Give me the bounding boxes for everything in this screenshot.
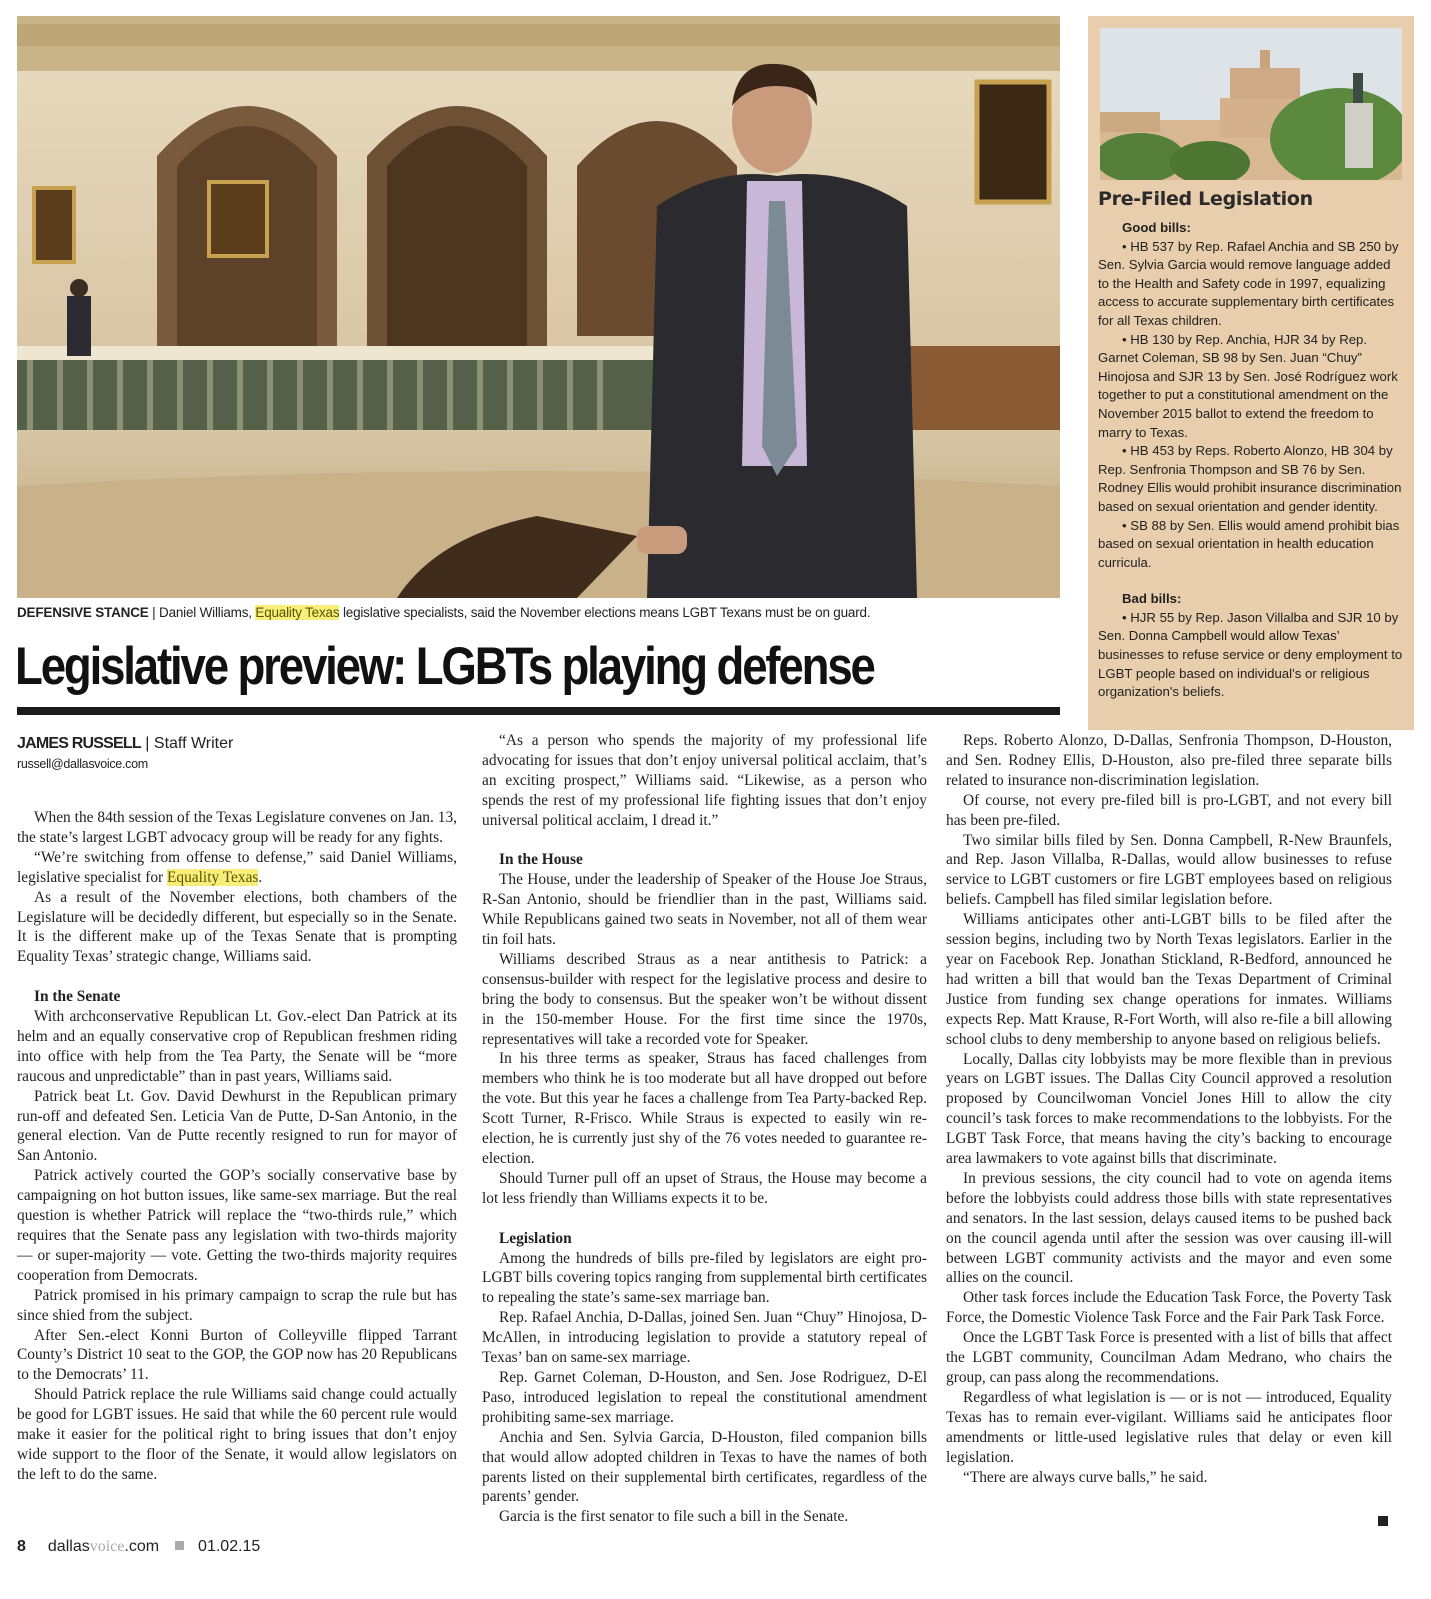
paragraph: In previous sessions, the city council had to vote on agenda items before the lobbyists could address those bills with state representatives and senators. In the last session, delays caused items to be pushed back on the council agenda until after the session was over causing ill-will between LGBT community activists and the mayor and even some allies on the council.: [946, 1169, 1392, 1287]
paragraph-text: .: [258, 868, 263, 886]
paragraph: Patrick beat Lt. Gov. David Dewhurst in the Republican primary run-off and defeated Sen. Leticia Van de Putte, D-San Antonio, in the general election. Van de Putte recently resigned to run for mayor of San Antonio.: [17, 1087, 457, 1165]
paragraph: Reps. Roberto Alonzo, D-Dallas, Senfronia Thompson, D-Houston, and Sen. Rodney Ellis, D-Houston, also pre-filed three separate bills related to insurance non-discrimination legislation.: [946, 732, 1392, 789]
page-footer: [17, 1538, 260, 1556]
sidebar-title: Pre-Filed Legislation: [1098, 188, 1313, 210]
article-column-3: [946, 731, 1392, 1487]
equality-texas-highlight-link[interactable]: Equality Texas: [167, 868, 259, 886]
capitol-interior-photo: [17, 16, 1060, 598]
paragraph: The House, under the leadership of Speaker of the House Joe Straus, R-San Antonio, should be friendlier than in the past, Williams said. While Republicans gained two seats in November, not all of them wear tin foil hats.: [482, 871, 927, 949]
paragraph: Of course, not every pre-filed bill is pro-LGBT, and not every bill has been pre-filed.: [946, 791, 1392, 829]
paragraph: When the 84th session of the Texas Legislature convenes on Jan. 13, the state’s largest LGBT advocacy group will be ready for any fights.: [17, 809, 457, 846]
paragraph: Two similar bills filed by Sen. Donna Campbell, R-New Braunfels, and Rep. Jason Villalba, R-Dallas, would allow businesses to refuse service to LGBT customers or fire LGBT employees based on religious beliefs. Campbell has filed similar legislation before.: [946, 831, 1392, 909]
capitol-building-icon: [1100, 28, 1402, 180]
author-role: Staff Writer: [153, 735, 234, 752]
bad-bills-heading: Bad bills:: [1122, 591, 1182, 607]
good-bill-item: • HB 130 by Rep. Anchia, HJR 34 by Rep. Garnet Coleman, SB 98 by Sen. Juan “Chuy” Hinojosa and SJR 13 by Sen. José Rodríguez work together to put a constitutional amendment on the November 2015 ballot to extend the freedom to marry to Texas.: [1098, 331, 1398, 440]
byline: [17, 735, 233, 753]
caption-separator: |: [152, 605, 156, 620]
paragraph: Rep. Rafael Anchia, D-Dallas, joined Sen. Juan “Chuy” Hinojosa, D-McAllen, in introducing legislation to provide a statutory repeal of Texas’ ban on same-sex marriage.: [482, 1309, 927, 1367]
caption-text-after: legislative specialists, said the November elections means LGBT Texans must be on guard.: [339, 605, 871, 620]
paragraph: In his three terms as speaker, Straus has faced challenges from members who think he is too moderate but all have dropped out before the vote. But this year he faces a challenge from Tea Party-backed Rep. Scott Turner, R-Frisco. While Straus is expected to easily win re-election, he is currently just shy of the 76 votes needed to guarantee re-election.: [482, 1050, 927, 1168]
good-bill-item: • SB 88 by Sen. Ellis would amend prohibit bias based on sexual orientation in health education curricula.: [1098, 517, 1400, 570]
paragraph: Williams anticipates other anti-LGBT bills to be filed after the session begins, including two by North Texas legislators. Earlier in the year on Facebook Rep. Jonathan Stickland, R-Bedford, announced he had written a bill that would ban the Texas Department of Criminal Justice from funding sex change operations for inmates. Williams expects Rep. Matt Krause, R-Fort Worth, will also re-file a bill allowing school clubs to deny membership to anyone based on religious beliefs.: [946, 911, 1392, 1048]
article-column-2: [482, 731, 927, 1527]
sidebar-body: [1098, 219, 1404, 702]
paragraph: Patrick promised in his primary campaign to scrap the rule but has since shied from the subject.: [17, 1286, 457, 1324]
paragraph-text: “We’re switching from offense to defense,” said Daniel Williams, legislative specialist for: [17, 848, 457, 886]
author-name: JAMES RUSSELL: [17, 735, 141, 752]
paragraph: [17, 848, 457, 888]
paragraph: “There are always curve balls,” he said.: [963, 1468, 1208, 1486]
caption-label: DEFENSIVE STANCE: [17, 605, 149, 620]
issue-date: 01.02.15: [198, 1538, 261, 1555]
caption-highlight-link[interactable]: Equality Texas: [255, 605, 340, 620]
headline-rule: [17, 707, 1060, 715]
paragraph: Among the hundreds of bills pre-filed by legislators are eight pro-LGBT bills covering topics ranging from supplemental birth certificates to repealing the state’s same-sex marriage ban.: [482, 1249, 927, 1307]
page-number: 8: [17, 1538, 26, 1555]
paragraph: Anchia and Sen. Sylvia Garcia, D-Houston, filed companion bills that would allow adopted children in Texas to have the names of both parents listed on their supplemental birth certificates, regardless of the parents’ gender.: [482, 1428, 927, 1506]
good-bill-item: • HB 537 by Rep. Rafael Anchia and SB 250 by Sen. Sylvia Garcia would remove language added to the Health and Safety code in 1997, equalizing access to accurate supplementary birth certificates for all Texas children.: [1098, 238, 1399, 328]
capitol-exterior-photo: [1100, 28, 1402, 180]
paragraph: Locally, Dallas city lobbyists may be more flexible than in previous years on LGBT issues. The Dallas City Council approved a resolution proposed by Councilwoman Vonciel Jones Hill to allow the city council’s task forces to make recommendations to the lobbyists. For the LGBT Task Force, that means having the city’s backing to encourage area lawmakers to vote against bills that discriminate.: [946, 1050, 1392, 1168]
paragraph: Once the LGBT Task Force is presented with a list of bills that affect the LGBT community, Councilman Adam Medrano, who chairs the group, can pass along the recommendations.: [946, 1329, 1392, 1386]
photo-caption: [17, 605, 870, 620]
paragraph: Garcia is the first senator to file such a bill in the Senate.: [499, 1508, 849, 1526]
paragraph: Should Turner pull off an upset of Straus, the House may become a lot less friendly than Williams expects it to be.: [482, 1169, 927, 1207]
paragraph: Other task forces include the Education Task Force, the Poverty Task Force, the Domestic Violence Task Force and the Fair Park Task Force.: [946, 1289, 1392, 1327]
site-name-com: .com: [124, 1538, 160, 1555]
sidebar-pre-filed-legislation: [1088, 16, 1414, 730]
subhead-legislation: Legislation: [499, 1229, 572, 1247]
end-mark-icon: [1378, 1516, 1388, 1526]
byline-separator: |: [145, 735, 150, 752]
paragraph: With archconservative Republican Lt. Gov.-elect Dan Patrick at its helm and an equally conservative crop of Republican freshmen riding into office with help from the Tea Party, the Senate will be “more raucous and unpredictable” than in past years, Williams said.: [17, 1008, 457, 1085]
headline: Legislative preview: LGBTs playing defense: [15, 637, 874, 696]
site-name-voice: voice: [89, 1538, 125, 1555]
paragraph: Patrick actively courted the GOP’s socially conservative base by campaigning on hot button issues, like same-sex marriage. But the real question is whether Patrick will replace the “two-thirds rule,” which requires that the Senate pass any legislation with two-thirds majority — or super-majority — vote. Getting the two-thirds majority requires cooperation from Democrats.: [17, 1167, 457, 1284]
good-bills-heading: Good bills:: [1122, 220, 1191, 235]
paragraph: Regardless of what legislation is — or is not — introduced, Equality Texas has to remain ever-vigilant. Williams said he anticipates floor amendments or little-used legislative rules that delay or even kill legislation.: [946, 1388, 1392, 1466]
author-email[interactable]: russell@dallasvoice.com: [17, 757, 148, 771]
main-photo: [17, 16, 1060, 598]
paragraph: Rep. Garnet Coleman, D-Houston, and Sen. Jose Rodriguez, D-El Paso, introduced legislation to repeal the constitutional amendment prohibiting same-sex marriage.: [482, 1368, 927, 1426]
caption-text-before: Daniel Williams,: [159, 605, 256, 620]
paragraph: As a result of the November elections, both chambers of the Legislature will be decidedly different, but especially so in the Senate. It is the different make up of the Texas Senate that is prompting Equality Texas’ strategic change, Williams said.: [17, 888, 457, 966]
separator-square-icon: [175, 1541, 184, 1550]
paragraph: Should Patrick replace the rule Williams said change could actually be good for LGBT issues. He said that while the 60 percent rule would make it easier for the political right to bring issues that don’t enjoy wide support to the floor of the Senate, it would allow legislators on the left to do the same.: [17, 1386, 457, 1483]
bad-bill-item: • HJR 55 by Rep. Jason Villalba and SJR 10 by Sen. Donna Campbell would allow Texas’ businesses to refuse service or deny employment to LGBT people based on individual’s or religious organization's beliefs.: [1098, 609, 1403, 700]
site-name-dallas: dallas: [47, 1538, 90, 1555]
paragraph: “As a person who spends the majority of my professional life advocating for issues that don’t enjoy universal political acclaim, that’s an exciting prospect,” Williams said. “Likewise, as a person who spends the rest of my professional life fighting issues that don’t enjoy universal political acclaim, I dread it.”: [482, 732, 927, 829]
paragraph: After Sen.-elect Konni Burton of Colleyville flipped Tarrant County’s District 10 seat to the GOP, the GOP now has 20 Republicans to the Democrats’ 11.: [17, 1326, 457, 1384]
subhead-senate: In the Senate: [34, 988, 121, 1006]
paragraph: Williams described Straus as a near antithesis to Patrick: a consensus-builder with respect for the legislative process and desire to bring the body to consensus. But the speaker won’t be without dissent in the 150-member House. For the first time since the 1970s, representatives will take a recorded vote for Speaker.: [482, 950, 927, 1048]
subhead-house: In the House: [499, 851, 583, 869]
good-bill-item: • HB 453 by Reps. Roberto Alonzo, HB 304 by Rep. Senfronia Thompson and SB 76 by Sen. Rodney Ellis would prohibit insurance discrimination based on sexual orientation and gender identity.: [1098, 443, 1402, 514]
article-column-1: [17, 808, 457, 1485]
